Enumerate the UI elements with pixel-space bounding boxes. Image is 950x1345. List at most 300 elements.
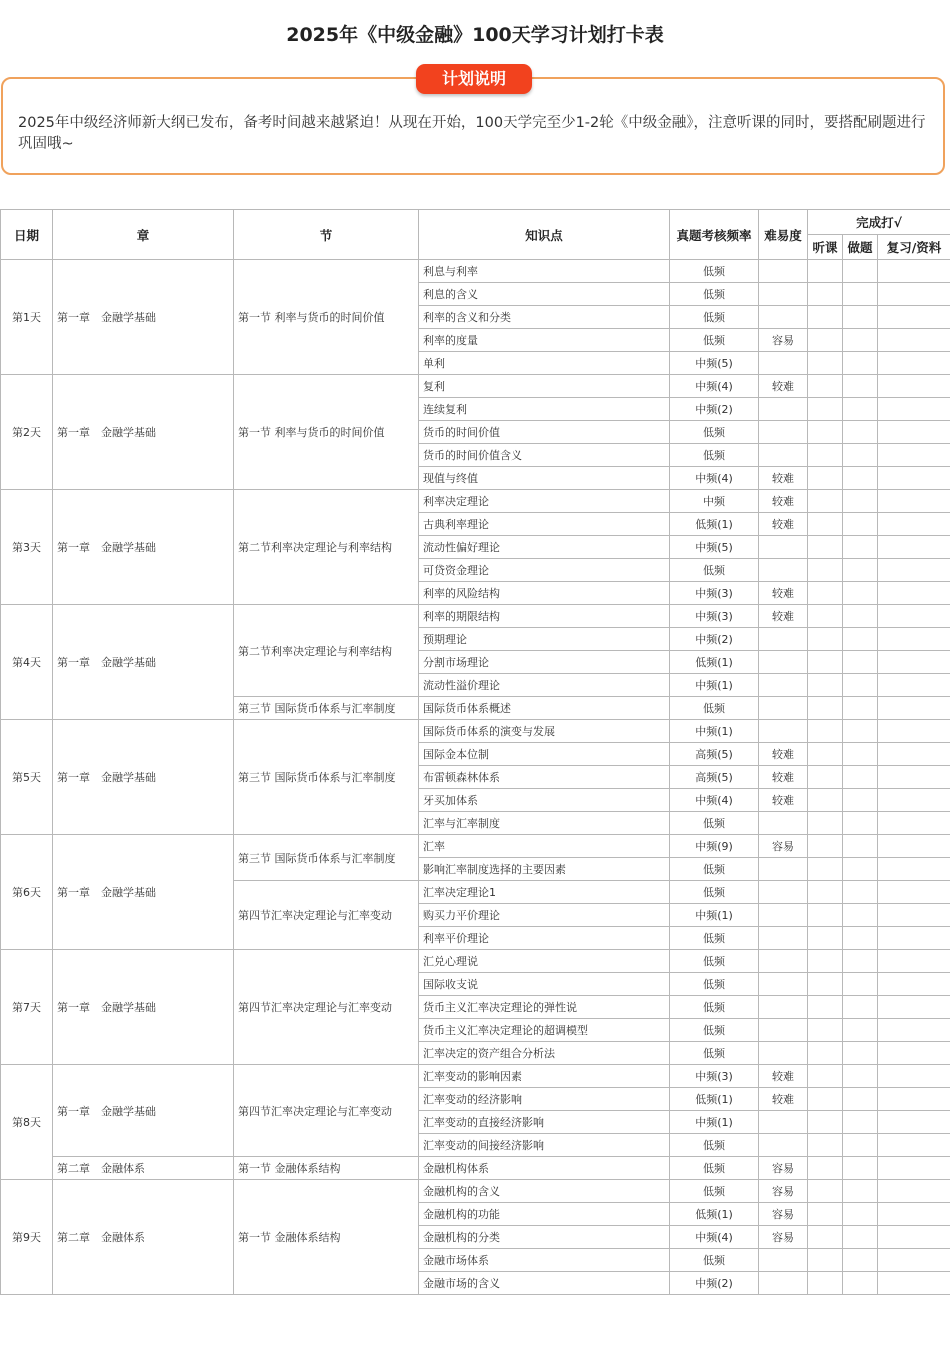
exam-frequency-cell: 低频 — [670, 559, 759, 582]
exam-frequency-cell: 低频 — [670, 858, 759, 881]
listen-check-cell[interactable] — [808, 490, 843, 513]
practice-check-cell[interactable] — [843, 743, 878, 766]
table-row — [1, 1157, 950, 1180]
practice-check-cell[interactable] — [843, 1180, 878, 1203]
review-check-cell[interactable] — [878, 1111, 950, 1134]
knowledge-point-cell: 金融机构的含义 — [419, 1180, 670, 1203]
difficulty-cell — [759, 398, 808, 421]
listen-check-cell[interactable] — [808, 628, 843, 651]
review-check-cell[interactable] — [878, 1042, 950, 1065]
practice-check-cell[interactable] — [843, 1272, 878, 1295]
header-listen: 听课 — [808, 235, 843, 260]
listen-check-cell[interactable] — [808, 1111, 843, 1134]
difficulty-cell: 较难 — [759, 375, 808, 398]
exam-frequency-cell: 中频(1) — [670, 1111, 759, 1134]
exam-frequency-cell: 中频(2) — [670, 398, 759, 421]
exam-frequency-cell: 低频 — [670, 996, 759, 1019]
knowledge-point-cell: 汇兑心理说 — [419, 950, 670, 973]
difficulty-cell — [759, 421, 808, 444]
knowledge-point-cell: 货币的时间价值含义 — [419, 444, 670, 467]
day-cell: 第8天 — [1, 1065, 53, 1180]
section-cell: 第一节 利率与货币的时间价值 — [234, 375, 419, 490]
practice-check-cell[interactable] — [843, 1042, 878, 1065]
chapter-cell: 第一章 金融学基础 — [53, 260, 234, 375]
practice-check-cell[interactable] — [843, 605, 878, 628]
practice-check-cell[interactable] — [843, 812, 878, 835]
day-cell: 第1天 — [1, 260, 53, 375]
listen-check-cell[interactable] — [808, 858, 843, 881]
review-check-cell[interactable] — [878, 1065, 950, 1088]
practice-check-cell[interactable] — [843, 858, 878, 881]
day-cell: 第2天 — [1, 375, 53, 490]
difficulty-cell: 较难 — [759, 513, 808, 536]
difficulty-cell — [759, 973, 808, 996]
section-cell: 第二节利率决定理论与利率结构 — [234, 490, 419, 605]
listen-check-cell[interactable] — [808, 559, 843, 582]
table-row — [1, 1180, 950, 1203]
listen-check-cell[interactable] — [808, 352, 843, 375]
difficulty-cell — [759, 881, 808, 904]
section-cell: 第四节汇率决定理论与汇率变动 — [234, 881, 419, 950]
practice-check-cell[interactable] — [843, 628, 878, 651]
difficulty-cell — [759, 996, 808, 1019]
section-cell: 第三节 国际货币体系与汇率制度 — [234, 835, 419, 881]
review-check-cell[interactable] — [878, 812, 950, 835]
day-cell: 第7天 — [1, 950, 53, 1065]
practice-check-cell[interactable] — [843, 1088, 878, 1111]
table-row — [1, 720, 950, 743]
section-cell: 第三节 国际货币体系与汇率制度 — [234, 697, 419, 720]
listen-check-cell[interactable] — [808, 651, 843, 674]
practice-check-cell[interactable] — [843, 467, 878, 490]
chapter-cell: 第一章 金融学基础 — [53, 720, 234, 835]
review-check-cell[interactable] — [878, 881, 950, 904]
knowledge-point-cell: 利率的含义和分类 — [419, 306, 670, 329]
exam-frequency-cell: 中频(4) — [670, 1226, 759, 1249]
exam-frequency-cell: 中频 — [670, 490, 759, 513]
exam-frequency-cell: 中频(3) — [670, 582, 759, 605]
review-check-cell[interactable] — [878, 283, 950, 306]
listen-check-cell[interactable] — [808, 1019, 843, 1042]
practice-check-cell[interactable] — [843, 306, 878, 329]
header-review: 复习/资料 — [878, 235, 950, 260]
table-row — [1, 260, 950, 283]
exam-frequency-cell: 低频 — [670, 812, 759, 835]
review-check-cell[interactable] — [878, 1157, 950, 1180]
exam-frequency-cell: 高频(5) — [670, 766, 759, 789]
practice-check-cell[interactable] — [843, 835, 878, 858]
section-cell: 第四节汇率决定理论与汇率变动 — [234, 950, 419, 1065]
knowledge-point-cell: 汇率决定的资产组合分析法 — [419, 1042, 670, 1065]
chapter-cell: 第二章 金融体系 — [53, 1157, 234, 1180]
practice-check-cell[interactable] — [843, 1157, 878, 1180]
knowledge-point-cell: 利率的期限结构 — [419, 605, 670, 628]
listen-check-cell[interactable] — [808, 398, 843, 421]
listen-check-cell[interactable] — [808, 743, 843, 766]
knowledge-point-cell: 国际货币体系的演变与发展 — [419, 720, 670, 743]
exam-frequency-cell: 中频(1) — [670, 674, 759, 697]
plan-description-badge: 计划说明 — [416, 64, 532, 94]
practice-check-cell[interactable] — [843, 490, 878, 513]
knowledge-point-cell: 复利 — [419, 375, 670, 398]
listen-check-cell[interactable] — [808, 950, 843, 973]
listen-check-cell[interactable] — [808, 1226, 843, 1249]
listen-check-cell[interactable] — [808, 697, 843, 720]
chapter-cell: 第一章 金融学基础 — [53, 1065, 234, 1157]
table-row — [1, 605, 950, 628]
chapter-cell: 第二章 金融体系 — [53, 1180, 234, 1295]
review-check-cell[interactable] — [878, 1180, 950, 1203]
difficulty-cell — [759, 950, 808, 973]
header-difficulty: 难易度 — [759, 210, 808, 260]
chapter-cell: 第一章 金融学基础 — [53, 605, 234, 720]
knowledge-point-cell: 牙买加体系 — [419, 789, 670, 812]
practice-check-cell[interactable] — [843, 720, 878, 743]
exam-frequency-cell: 低频 — [670, 421, 759, 444]
knowledge-point-cell: 金融机构体系 — [419, 1157, 670, 1180]
knowledge-point-cell: 金融市场的含义 — [419, 1272, 670, 1295]
review-check-cell[interactable] — [878, 835, 950, 858]
listen-check-cell[interactable] — [808, 996, 843, 1019]
knowledge-point-cell: 国际收支说 — [419, 973, 670, 996]
listen-check-cell[interactable] — [808, 720, 843, 743]
difficulty-cell: 较难 — [759, 1065, 808, 1088]
chapter-cell: 第一章 金融学基础 — [53, 375, 234, 490]
practice-check-cell[interactable] — [843, 559, 878, 582]
exam-frequency-cell: 中频(2) — [670, 1272, 759, 1295]
review-check-cell[interactable] — [878, 260, 950, 283]
practice-check-cell[interactable] — [843, 904, 878, 927]
difficulty-cell — [759, 720, 808, 743]
plan-description-text: 2025年中级经济师新大纲已发布，备考时间越来越紧迫！从现在开始，100天学完至少1-2轮《中级金融》，注意听课的同时，要搭配刷题进行巩固哦~ — [18, 115, 926, 152]
difficulty-cell — [759, 1111, 808, 1134]
exam-frequency-cell: 中频(1) — [670, 720, 759, 743]
review-check-cell[interactable] — [878, 858, 950, 881]
section-cell: 第二节利率决定理论与利率结构 — [234, 605, 419, 697]
knowledge-point-cell: 汇率变动的影响因素 — [419, 1065, 670, 1088]
section-cell: 第三节 国际货币体系与汇率制度 — [234, 720, 419, 835]
exam-frequency-cell: 中频(4) — [670, 789, 759, 812]
practice-check-cell[interactable] — [843, 927, 878, 950]
review-check-cell[interactable] — [878, 1019, 950, 1042]
practice-check-cell[interactable] — [843, 651, 878, 674]
knowledge-point-cell: 影响汇率制度选择的主要因素 — [419, 858, 670, 881]
exam-frequency-cell: 低频(1) — [670, 651, 759, 674]
knowledge-point-cell: 分割市场理论 — [419, 651, 670, 674]
difficulty-cell: 容易 — [759, 835, 808, 858]
difficulty-cell — [759, 697, 808, 720]
knowledge-point-cell: 现值与终值 — [419, 467, 670, 490]
listen-check-cell[interactable] — [808, 260, 843, 283]
difficulty-cell: 较难 — [759, 789, 808, 812]
difficulty-cell — [759, 812, 808, 835]
chapter-cell: 第一章 金融学基础 — [53, 490, 234, 605]
header-practice: 做题 — [843, 235, 878, 260]
practice-check-cell[interactable] — [843, 1226, 878, 1249]
review-check-cell[interactable] — [878, 444, 950, 467]
listen-check-cell[interactable] — [808, 812, 843, 835]
review-check-cell[interactable] — [878, 398, 950, 421]
listen-check-cell[interactable] — [808, 881, 843, 904]
review-check-cell[interactable] — [878, 789, 950, 812]
day-cell: 第5天 — [1, 720, 53, 835]
practice-check-cell[interactable] — [843, 1203, 878, 1226]
listen-check-cell[interactable] — [808, 1272, 843, 1295]
knowledge-point-cell: 国际货币体系概述 — [419, 697, 670, 720]
header-chapter: 章 — [53, 210, 234, 260]
difficulty-cell — [759, 1134, 808, 1157]
review-check-cell[interactable] — [878, 1226, 950, 1249]
listen-check-cell[interactable] — [808, 329, 843, 352]
exam-frequency-cell: 低频 — [670, 260, 759, 283]
review-check-cell[interactable] — [878, 743, 950, 766]
review-check-cell[interactable] — [878, 674, 950, 697]
review-check-cell[interactable] — [878, 329, 950, 352]
exam-frequency-cell: 低频 — [670, 1019, 759, 1042]
difficulty-cell — [759, 904, 808, 927]
listen-check-cell[interactable] — [808, 1042, 843, 1065]
header-knowledge-point: 知识点 — [419, 210, 670, 260]
listen-check-cell[interactable] — [808, 1180, 843, 1203]
day-cell: 第3天 — [1, 490, 53, 605]
listen-check-cell[interactable] — [808, 444, 843, 467]
exam-frequency-cell: 中频(4) — [670, 375, 759, 398]
practice-check-cell[interactable] — [843, 444, 878, 467]
difficulty-cell — [759, 651, 808, 674]
listen-check-cell[interactable] — [808, 927, 843, 950]
knowledge-point-cell: 连续复利 — [419, 398, 670, 421]
difficulty-cell — [759, 536, 808, 559]
review-check-cell[interactable] — [878, 904, 950, 927]
practice-check-cell[interactable] — [843, 283, 878, 306]
practice-check-cell[interactable] — [843, 674, 878, 697]
listen-check-cell[interactable] — [808, 306, 843, 329]
header-section: 节 — [234, 210, 419, 260]
difficulty-cell — [759, 559, 808, 582]
knowledge-point-cell: 汇率变动的经济影响 — [419, 1088, 670, 1111]
exam-frequency-cell: 低频 — [670, 1042, 759, 1065]
practice-check-cell[interactable] — [843, 973, 878, 996]
review-check-cell[interactable] — [878, 306, 950, 329]
table-row — [1, 375, 950, 398]
difficulty-cell — [759, 1249, 808, 1272]
practice-check-cell[interactable] — [843, 1249, 878, 1272]
difficulty-cell — [759, 1272, 808, 1295]
review-check-cell[interactable] — [878, 1088, 950, 1111]
review-check-cell[interactable] — [878, 973, 950, 996]
review-check-cell[interactable] — [878, 490, 950, 513]
listen-check-cell[interactable] — [808, 1157, 843, 1180]
listen-check-cell[interactable] — [808, 513, 843, 536]
table-row — [1, 490, 950, 513]
exam-frequency-cell: 中频(3) — [670, 1065, 759, 1088]
difficulty-cell: 较难 — [759, 605, 808, 628]
exam-frequency-cell: 低频 — [670, 306, 759, 329]
listen-check-cell[interactable] — [808, 1134, 843, 1157]
review-check-cell[interactable] — [878, 513, 950, 536]
difficulty-cell: 容易 — [759, 1157, 808, 1180]
review-check-cell[interactable] — [878, 697, 950, 720]
review-check-cell[interactable] — [878, 582, 950, 605]
knowledge-point-cell: 单利 — [419, 352, 670, 375]
listen-check-cell[interactable] — [808, 674, 843, 697]
practice-check-cell[interactable] — [843, 950, 878, 973]
knowledge-point-cell: 货币主义汇率决定理论的弹性说 — [419, 996, 670, 1019]
exam-frequency-cell: 低频 — [670, 1249, 759, 1272]
review-check-cell[interactable] — [878, 559, 950, 582]
section-cell: 第一节 金融体系结构 — [234, 1157, 419, 1180]
difficulty-cell — [759, 352, 808, 375]
study-plan-table — [0, 209, 950, 1295]
review-check-cell[interactable] — [878, 996, 950, 1019]
exam-frequency-cell: 中频(5) — [670, 536, 759, 559]
section-cell: 第一节 利率与货币的时间价值 — [234, 260, 419, 375]
listen-check-cell[interactable] — [808, 283, 843, 306]
listen-check-cell[interactable] — [808, 1203, 843, 1226]
listen-check-cell[interactable] — [808, 973, 843, 996]
listen-check-cell[interactable] — [808, 1088, 843, 1111]
listen-check-cell[interactable] — [808, 375, 843, 398]
review-check-cell[interactable] — [878, 421, 950, 444]
difficulty-cell — [759, 306, 808, 329]
exam-frequency-cell: 低频 — [670, 927, 759, 950]
exam-frequency-cell: 低频(1) — [670, 513, 759, 536]
day-cell: 第4天 — [1, 605, 53, 720]
knowledge-point-cell: 流动性偏好理论 — [419, 536, 670, 559]
knowledge-point-cell: 布雷顿森林体系 — [419, 766, 670, 789]
practice-check-cell[interactable] — [843, 260, 878, 283]
listen-check-cell[interactable] — [808, 536, 843, 559]
chapter-cell: 第一章 金融学基础 — [53, 835, 234, 950]
difficulty-cell — [759, 283, 808, 306]
practice-check-cell[interactable] — [843, 881, 878, 904]
exam-frequency-cell: 中频(5) — [670, 352, 759, 375]
practice-check-cell[interactable] — [843, 352, 878, 375]
listen-check-cell[interactable] — [808, 605, 843, 628]
practice-check-cell[interactable] — [843, 582, 878, 605]
knowledge-point-cell: 货币主义汇率决定理论的超调模型 — [419, 1019, 670, 1042]
difficulty-cell — [759, 674, 808, 697]
difficulty-cell: 较难 — [759, 1088, 808, 1111]
knowledge-point-cell: 购买力平价理论 — [419, 904, 670, 927]
exam-frequency-cell: 低频 — [670, 444, 759, 467]
listen-check-cell[interactable] — [808, 1065, 843, 1088]
practice-check-cell[interactable] — [843, 697, 878, 720]
knowledge-point-cell: 汇率变动的直接经济影响 — [419, 1111, 670, 1134]
knowledge-point-cell: 利率平价理论 — [419, 927, 670, 950]
listen-check-cell[interactable] — [808, 467, 843, 490]
practice-check-cell[interactable] — [843, 1019, 878, 1042]
exam-frequency-cell: 高频(5) — [670, 743, 759, 766]
difficulty-cell: 容易 — [759, 329, 808, 352]
listen-check-cell[interactable] — [808, 904, 843, 927]
difficulty-cell: 较难 — [759, 582, 808, 605]
difficulty-cell: 容易 — [759, 1180, 808, 1203]
practice-check-cell[interactable] — [843, 789, 878, 812]
table-row — [1, 835, 950, 858]
review-check-cell[interactable] — [878, 628, 950, 651]
listen-check-cell[interactable] — [808, 835, 843, 858]
listen-check-cell[interactable] — [808, 582, 843, 605]
review-check-cell[interactable] — [878, 605, 950, 628]
exam-frequency-cell: 低频 — [670, 950, 759, 973]
listen-check-cell[interactable] — [808, 1249, 843, 1272]
exam-frequency-cell: 中频(2) — [670, 628, 759, 651]
review-check-cell[interactable] — [878, 720, 950, 743]
knowledge-point-cell: 货币的时间价值 — [419, 421, 670, 444]
knowledge-point-cell: 预期理论 — [419, 628, 670, 651]
practice-check-cell[interactable] — [843, 536, 878, 559]
header-exam-frequency: 真题考核频率 — [670, 210, 759, 260]
listen-check-cell[interactable] — [808, 421, 843, 444]
review-check-cell[interactable] — [878, 467, 950, 490]
section-cell: 第一节 金融体系结构 — [234, 1180, 419, 1295]
header-completion-check: 完成打√ — [808, 210, 950, 235]
review-check-cell[interactable] — [878, 1249, 950, 1272]
knowledge-point-cell: 国际金本位制 — [419, 743, 670, 766]
knowledge-point-cell: 汇率与汇率制度 — [419, 812, 670, 835]
review-check-cell[interactable] — [878, 651, 950, 674]
practice-check-cell[interactable] — [843, 996, 878, 1019]
exam-frequency-cell: 中频(3) — [670, 605, 759, 628]
knowledge-point-cell: 汇率 — [419, 835, 670, 858]
practice-check-cell[interactable] — [843, 766, 878, 789]
chapter-cell: 第一章 金融学基础 — [53, 950, 234, 1065]
knowledge-point-cell: 金融机构的功能 — [419, 1203, 670, 1226]
knowledge-point-cell: 金融机构的分类 — [419, 1226, 670, 1249]
table-row — [1, 1065, 950, 1088]
knowledge-point-cell: 利息与利率 — [419, 260, 670, 283]
knowledge-point-cell: 汇率决定理论1 — [419, 881, 670, 904]
listen-check-cell[interactable] — [808, 766, 843, 789]
review-check-cell[interactable] — [878, 1134, 950, 1157]
practice-check-cell[interactable] — [843, 1134, 878, 1157]
review-check-cell[interactable] — [878, 536, 950, 559]
practice-check-cell[interactable] — [843, 375, 878, 398]
listen-check-cell[interactable] — [808, 789, 843, 812]
difficulty-cell: 容易 — [759, 1203, 808, 1226]
review-check-cell[interactable] — [878, 927, 950, 950]
review-check-cell[interactable] — [878, 1272, 950, 1295]
difficulty-cell: 较难 — [759, 490, 808, 513]
table-body — [1, 260, 950, 1295]
knowledge-point-cell: 可贷资金理论 — [419, 559, 670, 582]
day-cell: 第9天 — [1, 1180, 53, 1295]
knowledge-point-cell: 利率的度量 — [419, 329, 670, 352]
knowledge-point-cell: 古典利率理论 — [419, 513, 670, 536]
page-title: 2025年《中级金融》100天学习计划打卡表 — [286, 24, 664, 46]
exam-frequency-cell: 低频 — [670, 1134, 759, 1157]
review-check-cell[interactable] — [878, 766, 950, 789]
exam-frequency-cell: 低频(1) — [670, 1088, 759, 1111]
review-check-cell[interactable] — [878, 1203, 950, 1226]
review-check-cell[interactable] — [878, 352, 950, 375]
header-date: 日期 — [1, 210, 53, 260]
exam-frequency-cell: 低频 — [670, 1157, 759, 1180]
practice-check-cell[interactable] — [843, 421, 878, 444]
exam-frequency-cell: 低频 — [670, 881, 759, 904]
review-check-cell[interactable] — [878, 375, 950, 398]
practice-check-cell[interactable] — [843, 398, 878, 421]
practice-check-cell[interactable] — [843, 513, 878, 536]
practice-check-cell[interactable] — [843, 1111, 878, 1134]
section-cell: 第四节汇率决定理论与汇率变动 — [234, 1065, 419, 1157]
knowledge-point-cell: 汇率变动的间接经济影响 — [419, 1134, 670, 1157]
practice-check-cell[interactable] — [843, 329, 878, 352]
review-check-cell[interactable] — [878, 950, 950, 973]
difficulty-cell: 较难 — [759, 467, 808, 490]
practice-check-cell[interactable] — [843, 1065, 878, 1088]
